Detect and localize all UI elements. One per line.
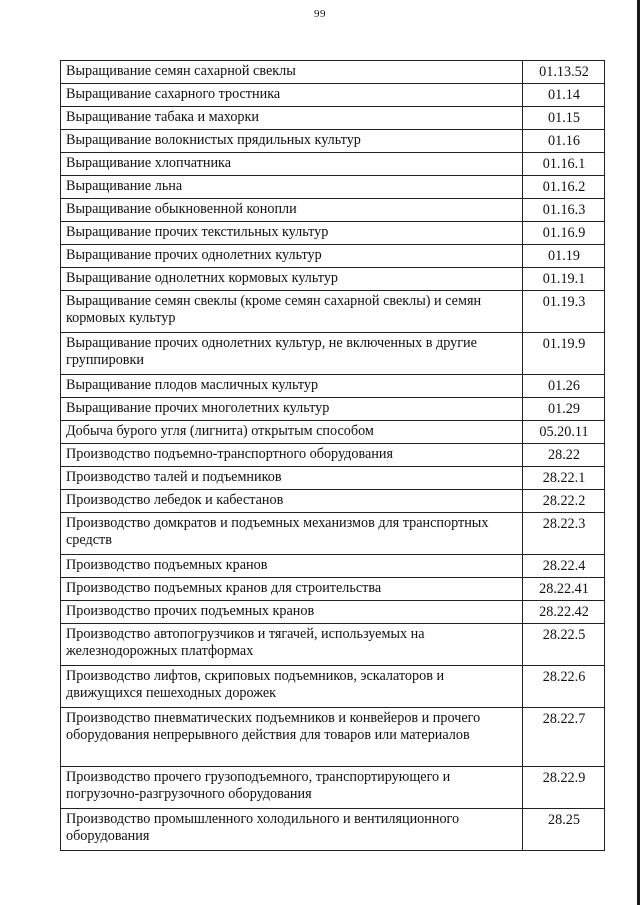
table-row bbox=[61, 375, 605, 398]
activity-name: Выращивание прочих многолетних культур bbox=[61, 398, 523, 421]
activity-code: 28.22.5 bbox=[523, 624, 605, 666]
table-row bbox=[61, 291, 605, 333]
table-row bbox=[61, 767, 605, 809]
activity-code: 01.16.2 bbox=[523, 176, 605, 199]
table-row bbox=[61, 398, 605, 421]
activity-name: Выращивание однолетних кормовых культур bbox=[61, 268, 523, 291]
activity-code: 28.22.4 bbox=[523, 555, 605, 578]
activity-name: Выращивание волокнистых прядильных культур bbox=[61, 130, 523, 153]
activity-code: 01.19 bbox=[523, 245, 605, 268]
table-row bbox=[61, 467, 605, 490]
activity-name: Выращивание хлопчатника bbox=[61, 153, 523, 176]
activity-name: Выращивание табака и махорки bbox=[61, 107, 523, 130]
activity-code: 01.26 bbox=[523, 375, 605, 398]
activity-name: Выращивание прочих однолетних культур, не включенных в другие группировки bbox=[61, 333, 523, 375]
activity-code: 01.14 bbox=[523, 84, 605, 107]
table-row bbox=[61, 708, 605, 767]
activity-code: 01.29 bbox=[523, 398, 605, 421]
table-row bbox=[61, 153, 605, 176]
activity-code-table bbox=[60, 60, 605, 851]
activity-code: 05.20.11 bbox=[523, 421, 605, 444]
activity-code: 28.22.42 bbox=[523, 601, 605, 624]
activity-name: Добыча бурого угля (лигнита) открытым способом bbox=[61, 421, 523, 444]
table-row bbox=[61, 490, 605, 513]
table-row bbox=[61, 333, 605, 375]
table-row bbox=[61, 245, 605, 268]
activity-name: Производство прочих подъемных кранов bbox=[61, 601, 523, 624]
activity-code: 01.16 bbox=[523, 130, 605, 153]
activity-name: Выращивание сахарного тростника bbox=[61, 84, 523, 107]
activity-code: 28.22 bbox=[523, 444, 605, 467]
table-row bbox=[61, 555, 605, 578]
activity-name: Выращивание плодов масличных культур bbox=[61, 375, 523, 398]
table-row bbox=[61, 268, 605, 291]
activity-name: Производство подъемных кранов bbox=[61, 555, 523, 578]
activity-code: 01.16.1 bbox=[523, 153, 605, 176]
activity-name: Производство прочего грузоподъемного, транспортирующего и погрузочно-разгрузочного оборудования bbox=[61, 767, 523, 809]
table-row bbox=[61, 84, 605, 107]
table-row bbox=[61, 624, 605, 666]
activity-code: 01.13.52 bbox=[523, 61, 605, 84]
activity-code: 28.22.9 bbox=[523, 767, 605, 809]
activity-code: 01.19.3 bbox=[523, 291, 605, 333]
activity-code: 01.19.9 bbox=[523, 333, 605, 375]
activity-name: Производство лифтов, скриповых подъемников, эскалаторов и движущихся пешеходных дорожек bbox=[61, 666, 523, 708]
activity-name: Производство талей и подъемников bbox=[61, 467, 523, 490]
table-row bbox=[61, 513, 605, 555]
table-row bbox=[61, 107, 605, 130]
activity-code: 28.25 bbox=[523, 809, 605, 851]
activity-name: Выращивание льна bbox=[61, 176, 523, 199]
table-row bbox=[61, 601, 605, 624]
activity-code: 28.22.7 bbox=[523, 708, 605, 767]
activity-name: Производство домкратов и подъемных механизмов для транспортных средств bbox=[61, 513, 523, 555]
table-row bbox=[61, 809, 605, 851]
table-row bbox=[61, 176, 605, 199]
activity-name: Выращивание семян свеклы (кроме семян сахарной свеклы) и семян кормовых культур bbox=[61, 291, 523, 333]
activity-name: Выращивание прочих текстильных культур bbox=[61, 222, 523, 245]
activity-name: Производство пневматических подъемников и конвейеров и прочего оборудования непрерывного действия для товаров или материалов bbox=[61, 708, 523, 767]
activity-name: Производство промышленного холодильного и вентиляционного оборудования bbox=[61, 809, 523, 851]
activity-name: Производство автопогрузчиков и тягачей, используемых на железнодорожных платформах bbox=[61, 624, 523, 666]
activity-code: 01.16.9 bbox=[523, 222, 605, 245]
activity-name: Выращивание семян сахарной свеклы bbox=[61, 61, 523, 84]
table-row bbox=[61, 666, 605, 708]
page-number: 99 bbox=[314, 8, 326, 20]
activity-code: 01.15 bbox=[523, 107, 605, 130]
activity-code: 01.16.3 bbox=[523, 199, 605, 222]
activity-code: 28.22.2 bbox=[523, 490, 605, 513]
activity-name: Выращивание прочих однолетних культур bbox=[61, 245, 523, 268]
table-row bbox=[61, 421, 605, 444]
table-row bbox=[61, 222, 605, 245]
activity-code: 01.19.1 bbox=[523, 268, 605, 291]
activity-code: 28.22.41 bbox=[523, 578, 605, 601]
table-row bbox=[61, 61, 605, 84]
activity-code: 28.22.3 bbox=[523, 513, 605, 555]
table-row bbox=[61, 578, 605, 601]
activity-name: Производство лебедок и кабестанов bbox=[61, 490, 523, 513]
activity-name: Производство подъемно-транспортного оборудования bbox=[61, 444, 523, 467]
table-row bbox=[61, 130, 605, 153]
activity-name: Производство подъемных кранов для строительства bbox=[61, 578, 523, 601]
table-row bbox=[61, 199, 605, 222]
table-row bbox=[61, 444, 605, 467]
activity-code: 28.22.6 bbox=[523, 666, 605, 708]
activity-code: 28.22.1 bbox=[523, 467, 605, 490]
activity-name: Выращивание обыкновенной конопли bbox=[61, 199, 523, 222]
